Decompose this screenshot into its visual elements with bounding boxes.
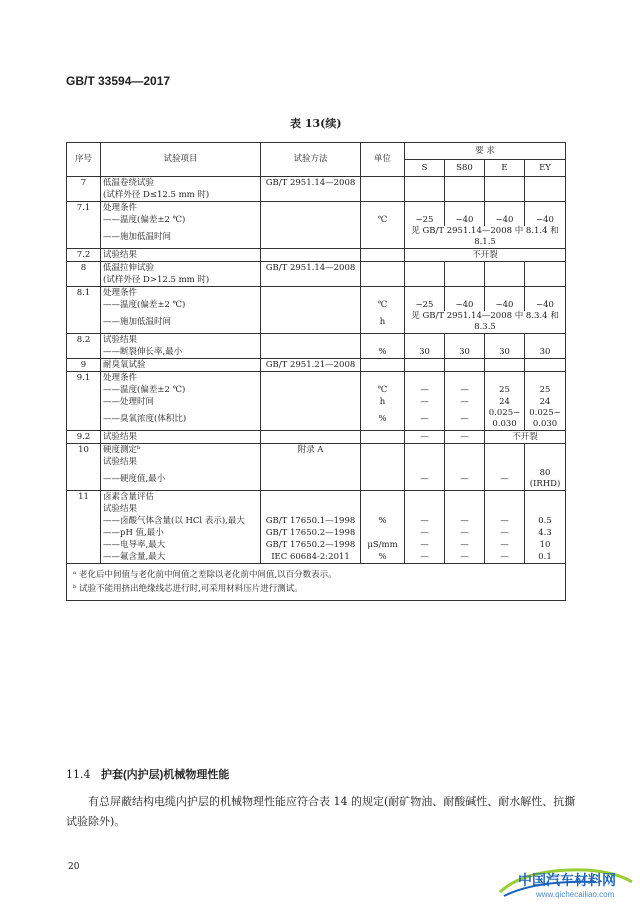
cell-no: 10 xyxy=(67,444,101,457)
cell-item: 试验结果 xyxy=(101,431,261,444)
cell-no: 7 xyxy=(67,177,101,190)
cell-unit xyxy=(361,372,405,385)
cell-s xyxy=(405,456,445,468)
cell-method xyxy=(261,334,361,347)
table-caption: 表 13(续) xyxy=(290,117,342,130)
cell-s: — xyxy=(405,551,445,564)
cell-s: — xyxy=(405,408,445,431)
cell-s80: 30 xyxy=(445,346,485,359)
cell-span2: 不开裂 xyxy=(485,431,566,444)
cell-s xyxy=(405,359,445,372)
standard-number: GB/T 33594—2017 xyxy=(66,74,171,88)
cell-unit xyxy=(361,249,405,262)
cell-unit xyxy=(361,274,405,287)
cell-e xyxy=(485,372,525,385)
cell-s80 xyxy=(445,503,485,515)
cell-e xyxy=(485,456,525,468)
cell-unit: ℃ xyxy=(361,299,405,311)
cell-no: 8.1 xyxy=(67,287,101,300)
cell-s xyxy=(405,262,445,275)
table-row xyxy=(67,491,566,504)
cell-no xyxy=(67,551,101,564)
cell-item: ——硬度值,最小 xyxy=(101,468,261,491)
cell-ey xyxy=(525,491,566,504)
table-body xyxy=(67,177,566,564)
cell-s xyxy=(405,491,445,504)
cell-unit xyxy=(361,359,405,372)
table-row xyxy=(67,202,566,215)
cell-no xyxy=(67,311,101,334)
cell-s80: — xyxy=(445,431,485,444)
cell-item: ——臭氧浓度(体积比) xyxy=(101,408,261,431)
cell-ey: 30 xyxy=(525,346,566,359)
cell-item: ——pH 值,最小 xyxy=(101,527,261,539)
body-paragraph: 有总屏蔽结构电缆内护层的机械物理性能应符合表 14 的规定(耐矿物油、耐酸碱性、耐水解性、抗撕试验除外)。 xyxy=(66,795,576,828)
cell-unit xyxy=(361,444,405,457)
cell-no xyxy=(67,503,101,515)
page-number: 20 xyxy=(68,862,80,872)
cell-unit xyxy=(361,431,405,444)
header-unit: 单位 xyxy=(361,143,405,177)
table-row xyxy=(67,359,566,372)
cell-method xyxy=(261,287,361,300)
cell-e xyxy=(485,202,525,215)
cell-s80 xyxy=(445,262,485,275)
table-row xyxy=(67,396,566,408)
cell-no xyxy=(67,299,101,311)
cell-ey xyxy=(525,359,566,372)
table-row xyxy=(67,444,566,457)
cell-item: ——氟含量,最大 xyxy=(101,551,261,564)
cell-ey xyxy=(525,287,566,300)
cell-item: ——断裂伸长率,最小 xyxy=(101,346,261,359)
table-row xyxy=(67,249,566,262)
cell-unit: % xyxy=(361,551,405,564)
cell-no: 11 xyxy=(67,491,101,504)
watermark-url: www.qichecailiao.com xyxy=(536,890,615,899)
cell-item: ——处理时间 xyxy=(101,396,261,408)
cell-no xyxy=(67,396,101,408)
cell-s: — xyxy=(405,396,445,408)
table-row xyxy=(67,189,566,202)
cell-s80: — xyxy=(445,527,485,539)
cell-ey: 10 xyxy=(525,539,566,551)
cell-no xyxy=(67,346,101,359)
cell-s: −25 xyxy=(405,299,445,311)
cell-e: 0.025~ 0.030 xyxy=(485,408,525,431)
table-row xyxy=(67,384,566,396)
cell-e xyxy=(485,274,525,287)
cell-ey xyxy=(525,262,566,275)
cell-e xyxy=(485,359,525,372)
cell-span: 不开裂 xyxy=(405,249,566,262)
cell-ey: 24 xyxy=(525,396,566,408)
cell-no: 9.1 xyxy=(67,372,101,385)
cell-method: GB/T 17650.2—1998 xyxy=(261,539,361,551)
cell-s xyxy=(405,274,445,287)
cell-unit xyxy=(361,202,405,215)
cell-e: 25 xyxy=(485,384,525,396)
table-row xyxy=(67,431,566,444)
cell-ey xyxy=(525,372,566,385)
cell-s: — xyxy=(405,539,445,551)
header-no: 序号 xyxy=(67,143,101,177)
header-method: 试验方法 xyxy=(261,143,361,177)
cell-no xyxy=(67,515,101,527)
cell-e: −40 xyxy=(485,299,525,311)
cell-item: 试验结果 xyxy=(101,249,261,262)
cell-s80 xyxy=(445,491,485,504)
cell-s xyxy=(405,372,445,385)
cell-no xyxy=(67,527,101,539)
cell-s xyxy=(405,189,445,202)
cell-ey: 0.5 xyxy=(525,515,566,527)
cell-s xyxy=(405,444,445,457)
section-heading xyxy=(66,766,229,782)
cell-s: — xyxy=(405,384,445,396)
cell-item: 耐臭氧试验 xyxy=(101,359,261,372)
cell-ey xyxy=(525,274,566,287)
cell-s80 xyxy=(445,274,485,287)
cell-item: 处理条件 xyxy=(101,372,261,385)
cell-ey: 0.1 xyxy=(525,551,566,564)
cell-ey: 80 (IRHD) xyxy=(525,468,566,491)
cell-e xyxy=(485,491,525,504)
cell-e: — xyxy=(485,527,525,539)
cell-item: 试验结果 xyxy=(101,334,261,347)
table-row xyxy=(67,274,566,287)
cell-no xyxy=(67,456,101,468)
cell-method xyxy=(261,503,361,515)
cell-method xyxy=(261,468,361,491)
cell-no: 7.1 xyxy=(67,202,101,215)
table-row xyxy=(67,262,566,275)
cell-s: — xyxy=(405,515,445,527)
cell-unit: h xyxy=(361,311,405,334)
cell-no xyxy=(67,274,101,287)
cell-s80: — xyxy=(445,551,485,564)
cell-e: −40 xyxy=(485,214,525,226)
table-row xyxy=(67,503,566,515)
cell-s: — xyxy=(405,527,445,539)
cell-s80 xyxy=(445,202,485,215)
table-row xyxy=(67,468,566,491)
cell-s80 xyxy=(445,334,485,347)
cell-method xyxy=(261,299,361,311)
cell-item: ——施加低温时间 xyxy=(101,226,261,249)
cell-method xyxy=(261,384,361,396)
cell-method xyxy=(261,311,361,334)
cell-s: 30 xyxy=(405,346,445,359)
table-row xyxy=(67,334,566,347)
cell-s80 xyxy=(445,372,485,385)
cell-e: 30 xyxy=(485,346,525,359)
cell-unit xyxy=(361,226,405,249)
cell-ey xyxy=(525,202,566,215)
cell-method xyxy=(261,346,361,359)
cell-ey: 25 xyxy=(525,384,566,396)
table-row xyxy=(67,214,566,226)
header-s: S xyxy=(405,160,445,177)
cell-method: IEC 60684-2:2011 xyxy=(261,551,361,564)
section-title: 护套(内护层)机械物理性能 xyxy=(101,769,230,781)
cell-s80 xyxy=(445,456,485,468)
cell-item: ——卤酸气体含量(以 HCl 表示),最大 xyxy=(101,515,261,527)
cell-e: — xyxy=(485,551,525,564)
cell-unit: % xyxy=(361,346,405,359)
cell-s80 xyxy=(445,177,485,190)
cell-s80: — xyxy=(445,384,485,396)
cell-no xyxy=(67,189,101,202)
cell-unit xyxy=(361,177,405,190)
cell-s80 xyxy=(445,359,485,372)
cell-method xyxy=(261,189,361,202)
cell-no: 9.2 xyxy=(67,431,101,444)
cell-s80: — xyxy=(445,515,485,527)
cell-no xyxy=(67,539,101,551)
cell-ey xyxy=(525,334,566,347)
cell-unit: μS/mm xyxy=(361,539,405,551)
cell-s80 xyxy=(445,189,485,202)
cell-no: 7.2 xyxy=(67,249,101,262)
cell-item: (试样外径 D≤12.5 mm 时) xyxy=(101,189,261,202)
cell-ey xyxy=(525,444,566,457)
header-item: 试验项目 xyxy=(101,143,261,177)
cell-item: ——施加低温时间 xyxy=(101,311,261,334)
cell-item: ——温度(偏差±2 ℃) xyxy=(101,299,261,311)
cell-method: GB/T 2951.14—2008 xyxy=(261,177,361,190)
watermark-logo xyxy=(496,862,636,904)
cell-item: 卤素含量评估 xyxy=(101,491,261,504)
cell-item: 处理条件 xyxy=(101,202,261,215)
cell-s: −25 xyxy=(405,214,445,226)
cell-method xyxy=(261,214,361,226)
section-number: 11.4 xyxy=(66,768,91,781)
table-row xyxy=(67,372,566,385)
cell-s xyxy=(405,503,445,515)
cell-unit xyxy=(361,262,405,275)
table-row xyxy=(67,527,566,539)
cell-no xyxy=(67,408,101,431)
cell-no xyxy=(67,214,101,226)
cell-unit: % xyxy=(361,408,405,431)
cell-unit: ℃ xyxy=(361,384,405,396)
cell-method xyxy=(261,226,361,249)
cell-item: (试样外径 D>12.5 mm 时) xyxy=(101,274,261,287)
table-row xyxy=(67,539,566,551)
note-b: ᵇ 试验不能用挤出绝缘线芯进行时,可采用材料压片进行测试。 xyxy=(73,584,303,594)
cell-ey xyxy=(525,177,566,190)
cell-e: — xyxy=(485,539,525,551)
cell-s xyxy=(405,287,445,300)
cell-no xyxy=(67,384,101,396)
cell-method xyxy=(261,491,361,504)
cell-span: 见 GB/T 2951.14—2008 中 8.3.4 和 8.3.5 xyxy=(405,311,566,334)
table-row xyxy=(67,177,566,190)
cell-e xyxy=(485,503,525,515)
cell-unit xyxy=(361,527,405,539)
cell-e: — xyxy=(485,468,525,491)
cell-item: 低温拉伸试验 xyxy=(101,262,261,275)
cell-s xyxy=(405,177,445,190)
cell-s80: — xyxy=(445,539,485,551)
note-a: ᵃ 老化后中间值与老化前中间值之差除以老化前中间值,以百分数表示。 xyxy=(73,570,337,580)
table-row xyxy=(67,551,566,564)
cell-method: GB/T 2951.14—2008 xyxy=(261,262,361,275)
table-row xyxy=(67,226,566,249)
cell-ey xyxy=(525,503,566,515)
header-e: E xyxy=(485,160,525,177)
cell-method xyxy=(261,431,361,444)
cell-s80: — xyxy=(445,408,485,431)
cell-item: 硬度测定ᵇ xyxy=(101,444,261,457)
table-row xyxy=(67,311,566,334)
cell-ey: −40 xyxy=(525,299,566,311)
cell-ey: 4.3 xyxy=(525,527,566,539)
cell-s: — xyxy=(405,468,445,491)
cell-e xyxy=(485,334,525,347)
header-ey: EY xyxy=(525,160,566,177)
cell-unit xyxy=(361,503,405,515)
cell-item: 低温卷绕试验 xyxy=(101,177,261,190)
cell-s80: — xyxy=(445,396,485,408)
table-row xyxy=(67,456,566,468)
cell-ey: −40 xyxy=(525,214,566,226)
cell-item: 处理条件 xyxy=(101,287,261,300)
cell-method xyxy=(261,249,361,262)
cell-s xyxy=(405,334,445,347)
cell-unit xyxy=(361,456,405,468)
cell-method xyxy=(261,274,361,287)
cell-method xyxy=(261,456,361,468)
cell-method xyxy=(261,408,361,431)
cell-s: — xyxy=(405,431,445,444)
table-row xyxy=(67,299,566,311)
cell-e xyxy=(485,287,525,300)
cell-s80: −40 xyxy=(445,299,485,311)
cell-item: ——电导率,最大 xyxy=(101,539,261,551)
cell-s80: −40 xyxy=(445,214,485,226)
cell-method: GB/T 17650.1—1998 xyxy=(261,515,361,527)
table-row xyxy=(67,287,566,300)
cell-s80 xyxy=(445,444,485,457)
cell-item: ——温度(偏差±2 ℃) xyxy=(101,384,261,396)
cell-item: ——温度(偏差±2 ℃) xyxy=(101,214,261,226)
cell-ey xyxy=(525,456,566,468)
cell-span: 见 GB/T 2951.14—2008 中 8.1.4 和 8.1.5 xyxy=(405,226,566,249)
cell-no xyxy=(67,226,101,249)
cell-no: 9 xyxy=(67,359,101,372)
cell-unit xyxy=(361,287,405,300)
cell-item: 试验结果 xyxy=(101,456,261,468)
cell-method: GB/T 17650.2—1998 xyxy=(261,527,361,539)
cell-ey: 0.025~ 0.030 xyxy=(525,408,566,431)
cell-s xyxy=(405,202,445,215)
cell-e xyxy=(485,177,525,190)
cell-unit xyxy=(361,334,405,347)
cell-unit: h xyxy=(361,396,405,408)
cell-e: — xyxy=(485,515,525,527)
cell-method: GB/T 2951.21—2008 xyxy=(261,359,361,372)
cell-no: 8.2 xyxy=(67,334,101,347)
requirements-table xyxy=(66,142,566,601)
table-row xyxy=(67,515,566,527)
cell-unit xyxy=(361,468,405,491)
cell-no xyxy=(67,468,101,491)
table-row xyxy=(67,408,566,431)
cell-unit: ℃ xyxy=(361,214,405,226)
cell-no: 8 xyxy=(67,262,101,275)
cell-method: 附录 A xyxy=(261,444,361,457)
table-notes xyxy=(67,564,566,601)
cell-e: 24 xyxy=(485,396,525,408)
cell-unit xyxy=(361,491,405,504)
cell-s80: — xyxy=(445,468,485,491)
header-requirements: 要 求 xyxy=(405,143,566,160)
cell-method xyxy=(261,202,361,215)
table-row xyxy=(67,346,566,359)
header-s80: S80 xyxy=(445,160,485,177)
cell-method xyxy=(261,372,361,385)
cell-item: 试验结果 xyxy=(101,503,261,515)
cell-ey xyxy=(525,189,566,202)
cell-unit xyxy=(361,189,405,202)
cell-unit: % xyxy=(361,515,405,527)
cell-e xyxy=(485,189,525,202)
cell-s80 xyxy=(445,287,485,300)
cell-e xyxy=(485,262,525,275)
cell-e xyxy=(485,444,525,457)
watermark-name: 中国汽车材料网 xyxy=(518,872,616,888)
cell-method xyxy=(261,396,361,408)
